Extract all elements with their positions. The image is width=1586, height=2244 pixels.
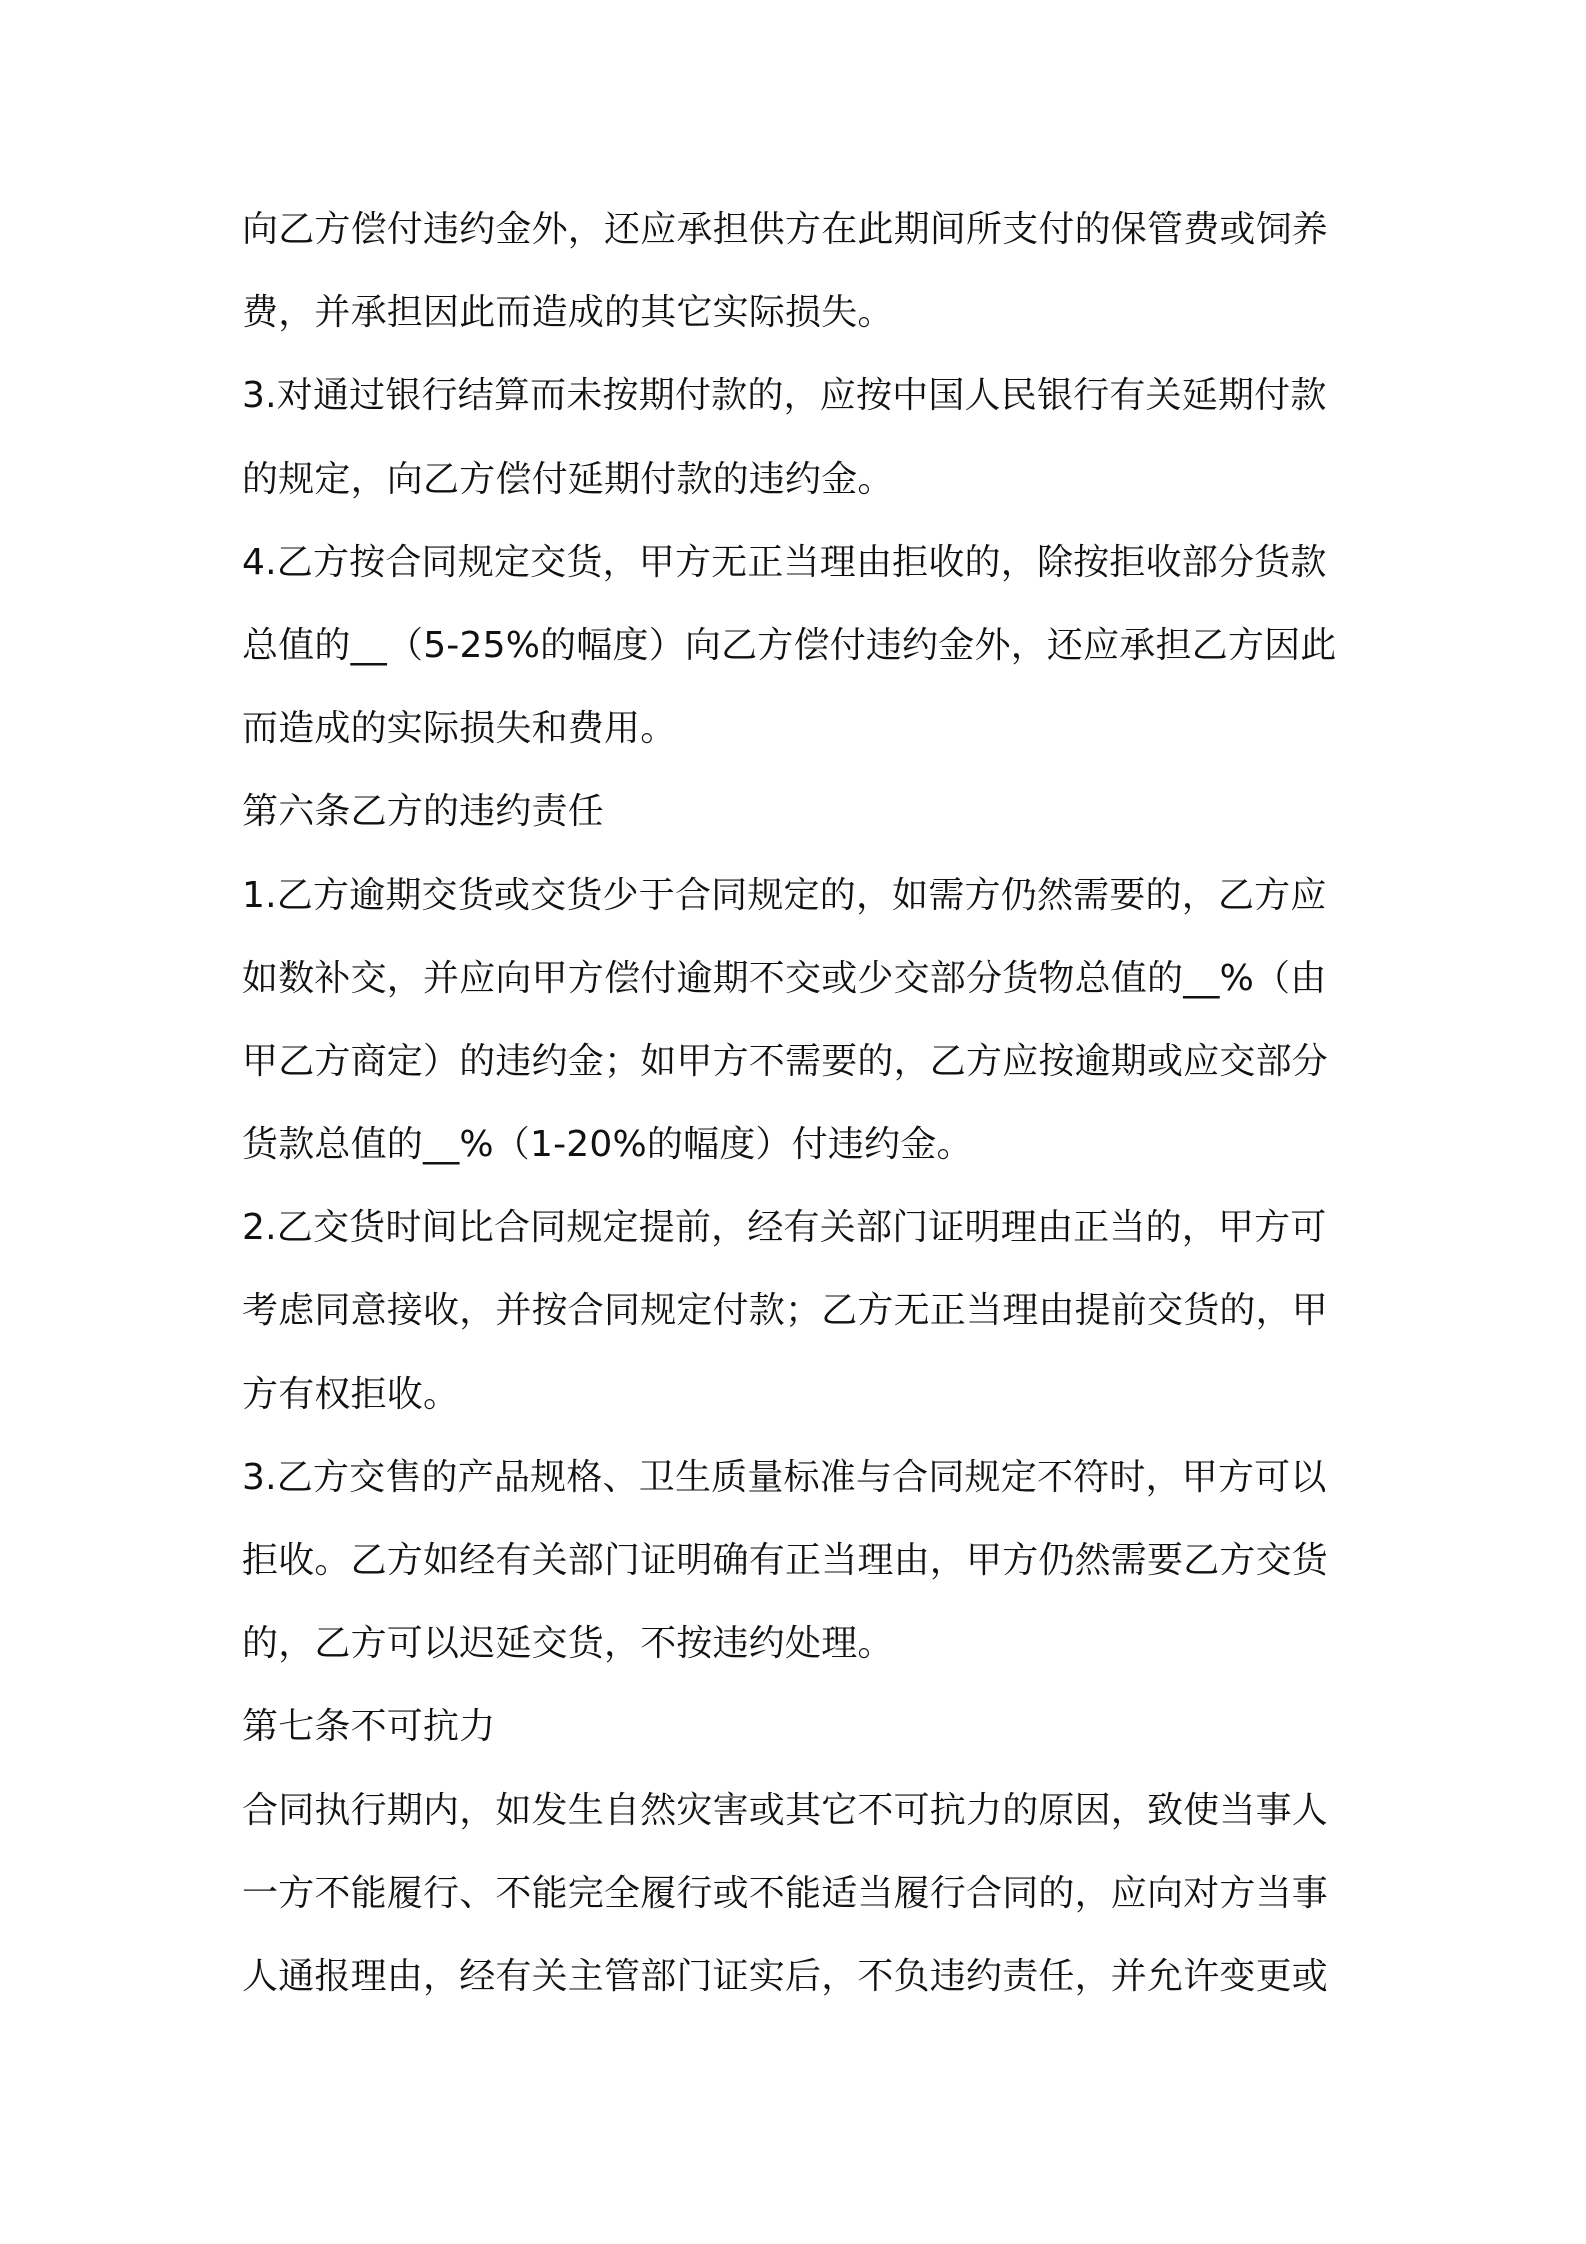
text-line: 人通报理由，经有关主管部门证实后，不负违约责任，并允许变更或 — [242, 1955, 1329, 1997]
text-line: 货款总值的__%（1-20%的幅度）付违约金。 — [242, 1124, 973, 1166]
text-line: 3.乙方交售的产品规格、卫生质量标准与合同规定不符时，甲方可以 — [242, 1456, 1327, 1498]
text-line: 拒收。乙方如经有关部门证明确有正当理由，甲方仍然需要乙方交货 — [242, 1540, 1329, 1581]
text-line: 2.乙交货时间比合同规定提前，经有关部门证明理由正当的，甲方可 — [242, 1207, 1327, 1249]
text-line: 考虑同意接收，并按合同规定付款；乙方无正当理由提前交货的，甲 — [242, 1290, 1329, 1332]
section-heading: 第七条不可抗力 — [242, 1706, 496, 1748]
text-line: 方有权拒收。 — [242, 1373, 460, 1415]
text-line: 费，并承担因此而造成的其它实际损失。 — [242, 292, 894, 334]
text-line: 的，乙方可以迟延交货，不按违约处理。 — [242, 1623, 894, 1665]
text-line: 甲乙方商定）的违约金；如甲方不需要的，乙方应按逾期或应交部分 — [242, 1040, 1329, 1082]
text-line: 总值的__（5-25%的幅度）向乙方偿付违约金外，还应承担乙方因此 — [242, 624, 1337, 666]
text-line: 而造成的实际损失和费用。 — [242, 708, 677, 750]
section-heading: 第六条乙方的违约责任 — [242, 791, 605, 833]
text-line: 合同执行期内，如发生自然灾害或其它不可抗力的原因，致使当事人 — [242, 1789, 1329, 1831]
text-line: 如数补交，并应向甲方偿付逾期不交或少交部分货物总值的__%（由 — [242, 957, 1327, 999]
text-line: 的规定，向乙方偿付延期付款的违约金。 — [242, 458, 894, 500]
document-body — [242, 202, 1362, 2032]
text-line: 一方不能履行、不能完全履行或不能适当履行合同的，应向对方当事 — [242, 1872, 1329, 1914]
text-line: 1.乙方逾期交货或交货少于合同规定的，如需方仍然需要的，乙方应 — [242, 874, 1327, 916]
text-line: 4.乙方按合同规定交货，甲方无正当理由拒收的，除按拒收部分货款 — [242, 541, 1327, 583]
text-line: 3.对通过银行结算而未按期付款的，应按中国人民银行有关延期付款 — [242, 375, 1327, 417]
text-line: 向乙方偿付违约金外，还应承担供方在此期间所支付的保管费或饲养 — [242, 209, 1329, 250]
